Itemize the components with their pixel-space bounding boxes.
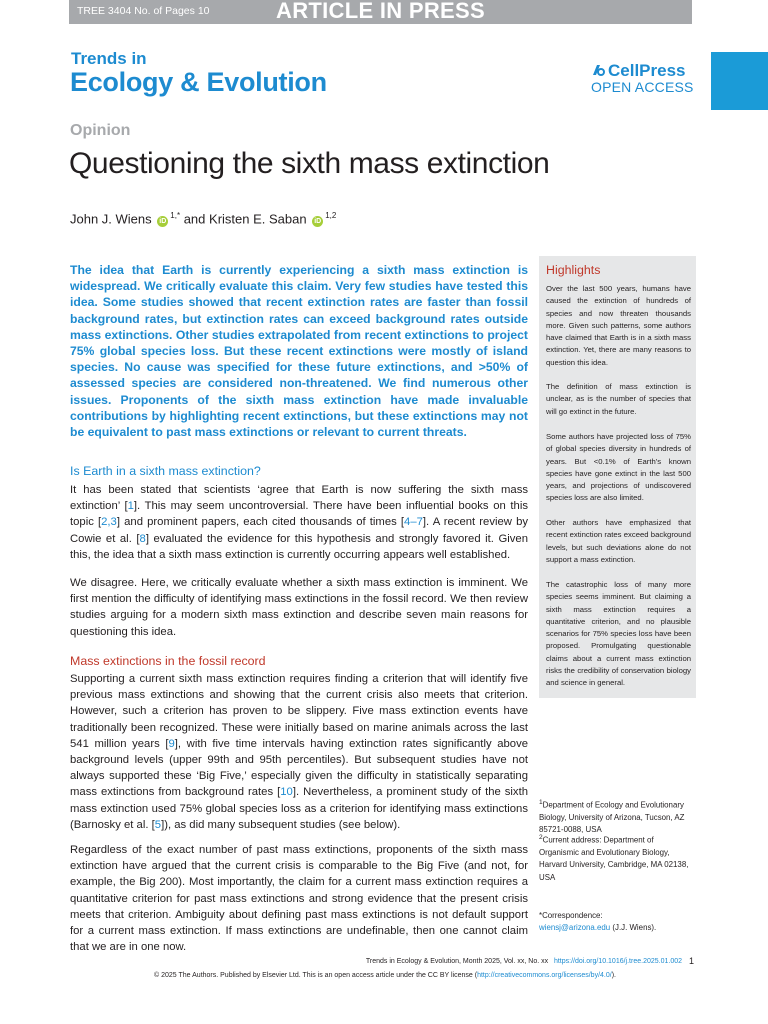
affiliation: $^1$Department of Ecology and Evolutionary Biology, University of Arizona, Tucson, AZ 85721-0088, USA [539, 799, 685, 835]
correspondence-email[interactable]: wiensj@arizona.edu [539, 923, 611, 933]
reference-link[interactable]: 10 [280, 786, 293, 799]
body-paragraph: Regardless of the exact number of past mass extinctions, proponents of the sixth mass extinction have argued that the current crisis is comparable to the Big Five (and not, for example, the Big 200). Most importantly, the claim for a current mass extinction requires a quantitative criterion for past mass extinctions and strong evidence that the present crisis meets that criterion. Ambiguity about defining past mass extinctions is not default support for a current mass extinction. If mass extinctions are undefinable, then one cannot claim that we are in one now. [70, 844, 528, 954]
abstract: The idea that Earth is currently experiencing a sixth mass extinction is widespread. We critically evaluate this claim. Very few studies have tested this idea. Some studies showed that recent extinction rates are faster than fossil background rates, but extinction rates can exceed background rates outside mass extinctions. Other studies extrapolated from recent extinctions to project 75% global species loss. But these recent extinctions were mostly of island species. No cause was specified for these future extinctions, and >50% of assessed species are considered non-threatened. We find numerous other issues. Proponents of the sixth mass extinction have made invaluable contributions by highlighting recent extinctions, but these extinctions may not be equivalent to past mass extinctions or relevant to current threats. [70, 263, 528, 440]
cellpress-logo-icon [591, 63, 605, 77]
doi-link[interactable]: https://doi.org/10.1016/j.tree.2025.01.002 [553, 958, 682, 965]
reference-link[interactable]: 5 [154, 818, 162, 831]
highlight-item: The catastrophic loss of many more species seems imminent. But claiming a sixth mass extinction requires a quantitative criterion, and no plausible scenarios for 75% species loss have been proposed. Promulgating questionable claims about a current mass extinction risks the credibility of conservation biology and science in general. [546, 580, 691, 688]
highlight-item: Some authors have projected loss of 75% of global species diversity in hundreds of years. But <0.1% of Earth’s known species have gone extinct in the last 500 years, and projections of undiscovered species loss are also limited. [546, 432, 691, 503]
author-affiliation-marker: 1,* [170, 211, 181, 220]
copyright-footer: © 2025 The Authors. Published by Elsevier Ltd. This is an open access article under the CC BY license (http://creativecommons.org/licenses/by/4.0/). [154, 972, 616, 979]
highlight-item: The definition of mass extinction is unclear, as is the number of species that will go extinct in the future. [546, 382, 691, 416]
body-paragraph: Supporting a current sixth mass extinction requires finding a criterion that will identify five previous mass extinctions and showing that the current crisis also meets that criterion. However, such a criterion has proven to be slippery. Five mass extinction events have traditionally been recognized. These were initially based on marine animals across the last 541 million years [9], with five time intervals having extinction rates significantly above background levels (upper 99th and 95th percentiles). But subsequent studies have not always supported these ‘Big Five,’ especially given the difficulty in statistically separating mass extinctions from background rates [10]. Nevertheless, a prominent study of the sixth mass extinction used 75% global species loss as a criterion for identifying mass extinctions (Barnosky et al. [5]), as did many subsequent studies (see below). [70, 673, 528, 831]
open-access-label: OPEN ACCESS [591, 79, 694, 95]
highlight-item: Other authors have emphasized that recent extinction rates exceed background levels, but such deviations alone do not support a mass extinction. [546, 518, 691, 564]
section-heading: Mass extinctions in the fossil record [70, 654, 266, 668]
author-list [70, 211, 336, 227]
highlights-title: Highlights [546, 263, 601, 277]
publisher-name: CellPress [608, 61, 686, 80]
correspondence-name: (J.J. Wiens). [612, 923, 657, 933]
section-heading: Is Earth in a sixth mass extinction? [70, 464, 261, 478]
article-title: Questioning the sixth mass extinction [69, 147, 550, 180]
reference-link[interactable]: 8 [139, 532, 146, 545]
journal-citation: Trends in Ecology & Evolution, Month 2025, Vol. xx, No. xx [365, 958, 549, 965]
citation-footer [70, 958, 682, 965]
correspondence [539, 910, 694, 935]
journal-title[interactable]: Ecology & Evolution [70, 67, 327, 97]
orcid-icon[interactable]: iD [159, 218, 167, 226]
article-type: Opinion [70, 122, 131, 139]
body-paragraph: We disagree. Here, we critically evaluate whether a sixth mass extinction is imminent. We first mention the difficulty of identifying mass extinctions in the fossil record. We then review studies arguing for a modern sixth mass extinction and describe seven main reasons for questioning this idea. [70, 577, 528, 638]
author-name[interactable]: John J. Wiens [70, 211, 152, 227]
author-affiliation-marker: 1,2 [325, 211, 337, 220]
banner-text: ARTICLE IN PRESS [276, 0, 485, 23]
article-in-press-banner [69, 0, 692, 24]
reference-link[interactable]: 4–7 [404, 516, 423, 529]
body-paragraph: It has been stated that scientists ‘agree that Earth is now suffering the sixth mass extinction’ [1]. This may seem uncontroversial. There have been influential books on this topic [2,3] and prominent papers, each cited thousands of times [4–7]. A recent review by Cowie et al. [8] evaluated the evidence for this hypothesis and strongly favored it. Given this, the idea that a sixth mass extinction is currently occurring appears well established. [70, 484, 528, 561]
tree-reference: TREE 3404 No. of Pages 10 [77, 5, 210, 17]
correspondence-label: *Correspondence: [539, 911, 603, 920]
journal-prefix: Trends in [71, 49, 147, 68]
author-name[interactable]: Kristen E. Saban [209, 211, 307, 227]
license-link[interactable]: http://creativecommons.org/licenses/by/4.0/ [477, 972, 612, 979]
reference-link[interactable]: 2,3 [101, 516, 117, 529]
affiliation: $^2$Current address: Department of Organismic and Evolutionary Biology, Harvard University, Cambridge, MA 02138, USA [539, 834, 689, 882]
highlight-item: Over the last 500 years, humans have caused the extinction of hundreds of species and now threaten thousands more. Given such patterns, some authors have claimed that Earth is in a sixth mass extinction. Yet, there are many reasons to question this idea. [546, 284, 691, 367]
author-conjunction: and [183, 211, 206, 227]
corner-tab [711, 52, 768, 110]
orcid-icon[interactable]: iD [314, 218, 322, 226]
cellpress-logo[interactable] [591, 61, 686, 81]
reference-link[interactable]: 9 [168, 737, 175, 750]
page-number: 1 [689, 956, 695, 966]
reference-link[interactable]: 1 [127, 500, 134, 513]
